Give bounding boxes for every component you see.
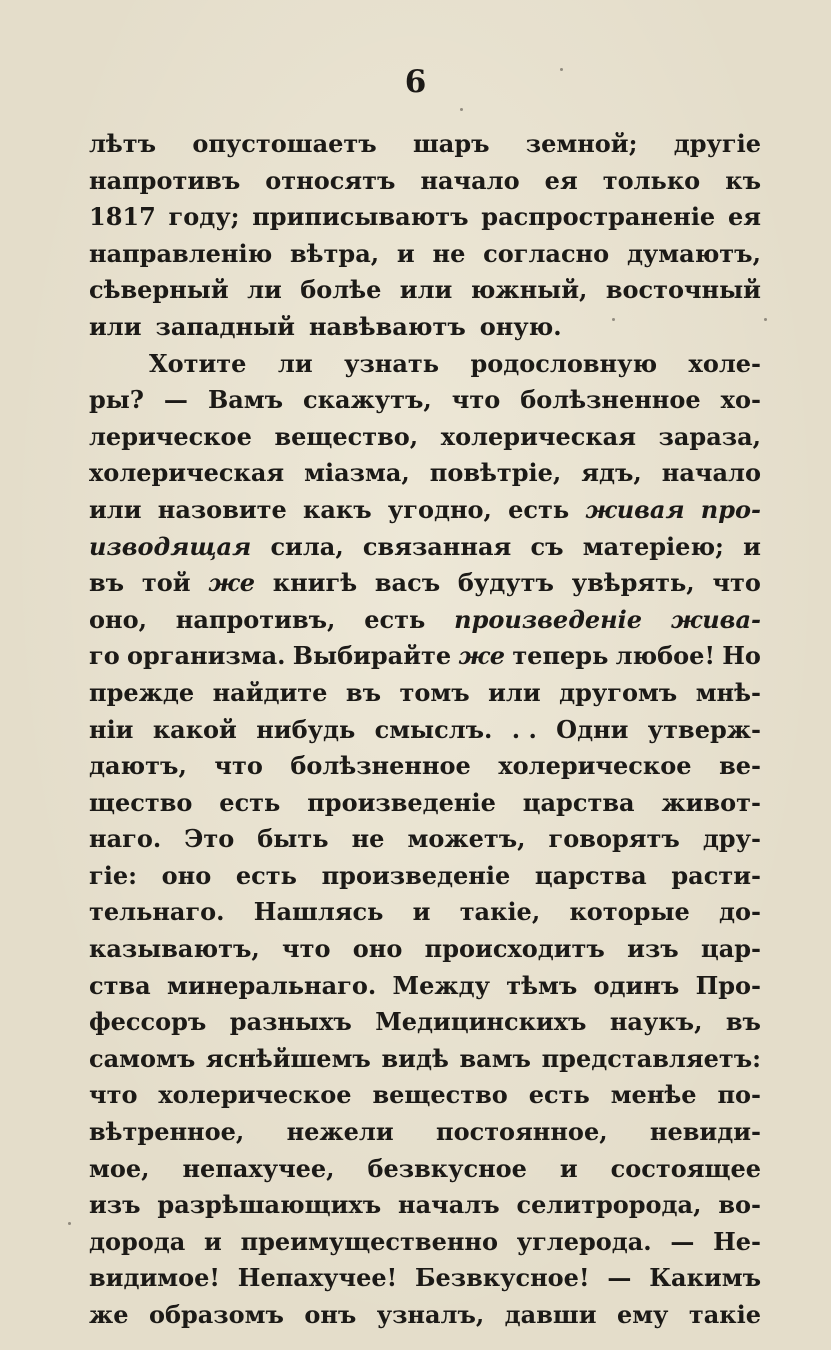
word: ея: [727, 202, 761, 232]
word: прежде: [89, 677, 195, 707]
word: ему: [616, 1300, 669, 1329]
word: есть: [364, 604, 426, 634]
word: оно,: [89, 604, 147, 634]
word: безвкусное: [367, 1153, 527, 1183]
word: ея: [544, 165, 578, 195]
text-line: [89, 894, 761, 931]
word: оно: [161, 860, 212, 890]
text-line: [89, 1077, 761, 1114]
word: приписываютъ: [252, 202, 469, 232]
word: —: [607, 1263, 632, 1293]
word: фессоръ: [89, 1007, 207, 1037]
word: цар-: [700, 934, 761, 964]
word: не: [351, 824, 385, 854]
word: ли: [247, 275, 282, 305]
text-line: [89, 968, 761, 1005]
word: или: [399, 275, 453, 305]
word: распространеніе: [481, 202, 716, 232]
word: селитророда,: [516, 1190, 702, 1220]
text-line: [89, 748, 761, 785]
word: преимущественно: [240, 1226, 498, 1256]
word: болѣе: [300, 275, 382, 305]
word: минеральнаго.: [167, 970, 377, 1000]
word: къ: [725, 165, 761, 195]
word: Между: [392, 970, 490, 1000]
word: теперь: [512, 641, 609, 671]
word: той: [141, 568, 191, 598]
text-line: [89, 236, 761, 273]
word: ли: [277, 348, 313, 378]
word: же: [208, 568, 255, 598]
word: матеріею;: [582, 531, 724, 561]
word: одинъ: [593, 970, 680, 1000]
word: есть: [528, 1080, 590, 1110]
word: про-: [700, 494, 761, 524]
word: вещество: [372, 1080, 508, 1110]
word: по-: [717, 1080, 761, 1110]
text-line: [89, 675, 761, 712]
page-number: 6: [404, 64, 427, 100]
text-line: [89, 785, 761, 822]
word: холерическая: [440, 421, 636, 451]
word: смыслъ.: [374, 714, 493, 744]
word: дорода: [89, 1226, 186, 1256]
word: узналъ,: [376, 1300, 485, 1329]
word: узнать: [344, 348, 440, 378]
word: до-: [719, 897, 761, 927]
word: организма.: [126, 641, 286, 671]
word: Хотите: [149, 348, 247, 378]
word: навѣваютъ: [308, 311, 466, 341]
text-line: [89, 529, 761, 566]
word: напротивъ,: [175, 604, 336, 634]
word: сила,: [270, 531, 344, 561]
word: вѣтренное,: [89, 1117, 245, 1147]
word: царства: [534, 860, 647, 890]
word: представляетъ:: [541, 1043, 761, 1073]
word: Про-: [695, 970, 761, 1000]
word: гіе:: [89, 860, 137, 890]
word: съ: [530, 531, 564, 561]
text-line: [89, 1151, 761, 1188]
text-line: [89, 1297, 761, 1334]
word: мое,: [89, 1153, 150, 1183]
text-line: [89, 346, 761, 383]
text-line: [89, 126, 761, 163]
word: жива-: [670, 604, 761, 634]
word: восточный: [605, 275, 761, 305]
word: начало: [420, 165, 520, 195]
word: только: [602, 165, 701, 195]
word: казываютъ,: [89, 934, 260, 964]
word: тѣмъ: [506, 970, 578, 1000]
word: Одни: [556, 714, 629, 744]
word: относятъ: [265, 165, 396, 195]
word: произведеніе: [307, 787, 496, 817]
word: оно: [352, 934, 403, 964]
word: хо-: [720, 385, 761, 415]
word: произведеніе: [454, 604, 643, 634]
word: невиди-: [649, 1117, 761, 1147]
word: земной;: [525, 129, 638, 158]
print-speck: [560, 68, 563, 71]
word: будутъ: [457, 568, 554, 598]
word: томъ: [399, 677, 470, 707]
word: утверж-: [647, 714, 761, 744]
text-line: [89, 1114, 761, 1151]
word: видѣ: [381, 1043, 449, 1073]
word: въ: [345, 677, 382, 707]
word: холерическое: [498, 751, 692, 781]
word: разныхъ: [229, 1007, 352, 1037]
word: любое!: [615, 641, 715, 671]
word: постоянное,: [436, 1117, 608, 1147]
word: Какимъ: [649, 1263, 761, 1293]
text-line: [89, 1187, 761, 1224]
word: скажутъ,: [303, 385, 432, 415]
word: увѣрять,: [571, 568, 695, 598]
word: связанная: [362, 531, 512, 561]
word: —: [163, 385, 188, 415]
word: васъ: [374, 568, 441, 598]
word: же: [89, 1300, 129, 1329]
word: живая: [585, 494, 685, 524]
word: ства: [89, 970, 151, 1000]
word: же: [458, 641, 506, 671]
word: есть: [508, 494, 570, 524]
text-line: [89, 1041, 761, 1078]
word: шаръ: [412, 129, 490, 158]
word: вещество,: [274, 421, 419, 451]
word: другомъ: [559, 677, 678, 707]
word: началъ: [398, 1190, 500, 1220]
word: Непахучее!: [237, 1263, 398, 1293]
word: изъ: [89, 1190, 141, 1220]
text-line: [89, 858, 761, 895]
print-speck: [460, 108, 463, 111]
word: холерическая: [89, 458, 285, 488]
word: и: [559, 1153, 578, 1183]
word: болѣзненное: [290, 751, 471, 781]
word: 1817: [89, 202, 156, 232]
word: думаютъ,: [626, 238, 761, 268]
word: состоящее: [610, 1153, 761, 1183]
word: образомъ: [148, 1300, 284, 1329]
word: оную.: [479, 311, 562, 341]
print-speck: [68, 1222, 71, 1225]
word: тельнаго.: [89, 897, 225, 927]
word: что: [451, 385, 501, 415]
word: и: [396, 238, 415, 268]
word: что: [282, 934, 331, 964]
word: непахучее,: [182, 1153, 335, 1183]
word: что: [89, 1080, 138, 1110]
word: Медицинскихъ: [375, 1007, 587, 1037]
word: западный: [155, 311, 295, 341]
word: что: [214, 751, 263, 781]
text-line: [89, 821, 761, 858]
word: не: [432, 238, 466, 268]
word: южный,: [470, 275, 588, 305]
word: опустошаетъ: [192, 129, 377, 158]
word: расти-: [671, 860, 761, 890]
word: году;: [168, 202, 240, 232]
word: назовите: [157, 494, 287, 524]
word: —: [670, 1226, 695, 1256]
text-line: [89, 455, 761, 492]
word: болѣзненное: [520, 385, 701, 415]
word: лѣтъ: [89, 129, 157, 158]
word: вѣтра,: [289, 238, 380, 268]
word: или: [89, 311, 142, 341]
word: углерода.: [516, 1226, 652, 1256]
word: въ: [89, 568, 125, 598]
word: говорятъ: [548, 824, 680, 854]
word: напротивъ: [89, 165, 241, 195]
word: которые: [569, 897, 690, 927]
word: изъ: [627, 934, 679, 964]
text-line: [89, 712, 761, 749]
word: ры?: [89, 385, 144, 415]
text-line: [89, 638, 761, 675]
word: происходитъ: [424, 934, 605, 964]
word: наго.: [89, 824, 162, 854]
word: давши: [504, 1300, 597, 1329]
word: холе-: [688, 348, 761, 378]
text-line: [89, 309, 761, 346]
word: нежели: [286, 1117, 394, 1147]
word: ніи: [89, 714, 134, 744]
print-speck: [612, 318, 615, 321]
word: произведеніе: [321, 860, 511, 890]
text-line: [89, 1004, 761, 1041]
word: во-: [718, 1190, 761, 1220]
word: Нашлясь: [253, 897, 384, 927]
text-line: [89, 199, 761, 236]
word: сѣверный: [89, 275, 229, 305]
word: наукъ,: [609, 1007, 703, 1037]
word: найдите: [212, 677, 328, 707]
word: даютъ,: [89, 751, 187, 781]
text-line: [89, 602, 761, 639]
text-line: [89, 419, 761, 456]
text-line: [89, 163, 761, 200]
word: или: [89, 494, 142, 524]
text-line: [89, 492, 761, 529]
word: направленію: [89, 238, 273, 268]
word: царства: [522, 787, 635, 817]
text-line: [89, 931, 761, 968]
word: Не-: [713, 1226, 761, 1256]
word: онъ: [304, 1300, 357, 1329]
word: или: [488, 677, 541, 707]
text-line: [89, 1260, 761, 1297]
word: разрѣшающихъ: [157, 1190, 382, 1220]
word: зараза,: [658, 421, 761, 451]
word: другіе: [673, 129, 761, 158]
word: и: [204, 1226, 222, 1256]
word: мнѣ-: [695, 677, 761, 707]
word: угодно,: [387, 494, 492, 524]
word: лерическое: [89, 421, 252, 451]
word: самомъ: [89, 1043, 196, 1073]
word: Вамъ: [207, 385, 284, 415]
body-text: [89, 126, 761, 1334]
word: такіе: [688, 1300, 761, 1329]
text-line: [89, 272, 761, 309]
word: есть: [235, 860, 297, 890]
word: міазма,: [304, 458, 410, 488]
text-line: [89, 1224, 761, 1261]
word: живот-: [661, 787, 761, 817]
word: быть: [257, 824, 329, 854]
word: родословную: [470, 348, 658, 378]
word: дру-: [702, 824, 761, 854]
word: изводящая: [89, 531, 252, 561]
word: Безвкусное!: [415, 1263, 590, 1293]
word: книгѣ: [272, 568, 358, 598]
text-line: [89, 382, 761, 419]
word: что: [712, 568, 761, 598]
word: видимое!: [89, 1263, 220, 1293]
word: щество: [89, 787, 193, 817]
word: и: [412, 897, 431, 927]
word: согласно: [483, 238, 610, 268]
word: го: [89, 641, 120, 671]
word: и: [743, 531, 761, 561]
word: ядъ,: [581, 458, 642, 488]
word: какъ: [303, 494, 372, 524]
word: холерическое: [158, 1080, 352, 1110]
word: ве-: [719, 751, 761, 781]
word: начало: [661, 458, 761, 488]
print-speck: [764, 318, 767, 321]
word: какой: [152, 714, 237, 744]
word: Но: [722, 641, 761, 671]
word: вамъ: [459, 1043, 531, 1073]
text-line: [89, 565, 761, 602]
word: Выбирайте: [292, 641, 452, 671]
word: можетъ,: [407, 824, 526, 854]
word: Это: [184, 824, 235, 854]
word: такіе,: [459, 897, 541, 927]
word: яснѣйшемъ: [205, 1043, 371, 1073]
word: повѣтріе,: [429, 458, 562, 488]
word: . .: [511, 714, 537, 744]
word: въ: [725, 1007, 761, 1037]
word: есть: [219, 787, 281, 817]
word: менѣе: [610, 1080, 697, 1110]
word: нибудь: [256, 714, 356, 744]
